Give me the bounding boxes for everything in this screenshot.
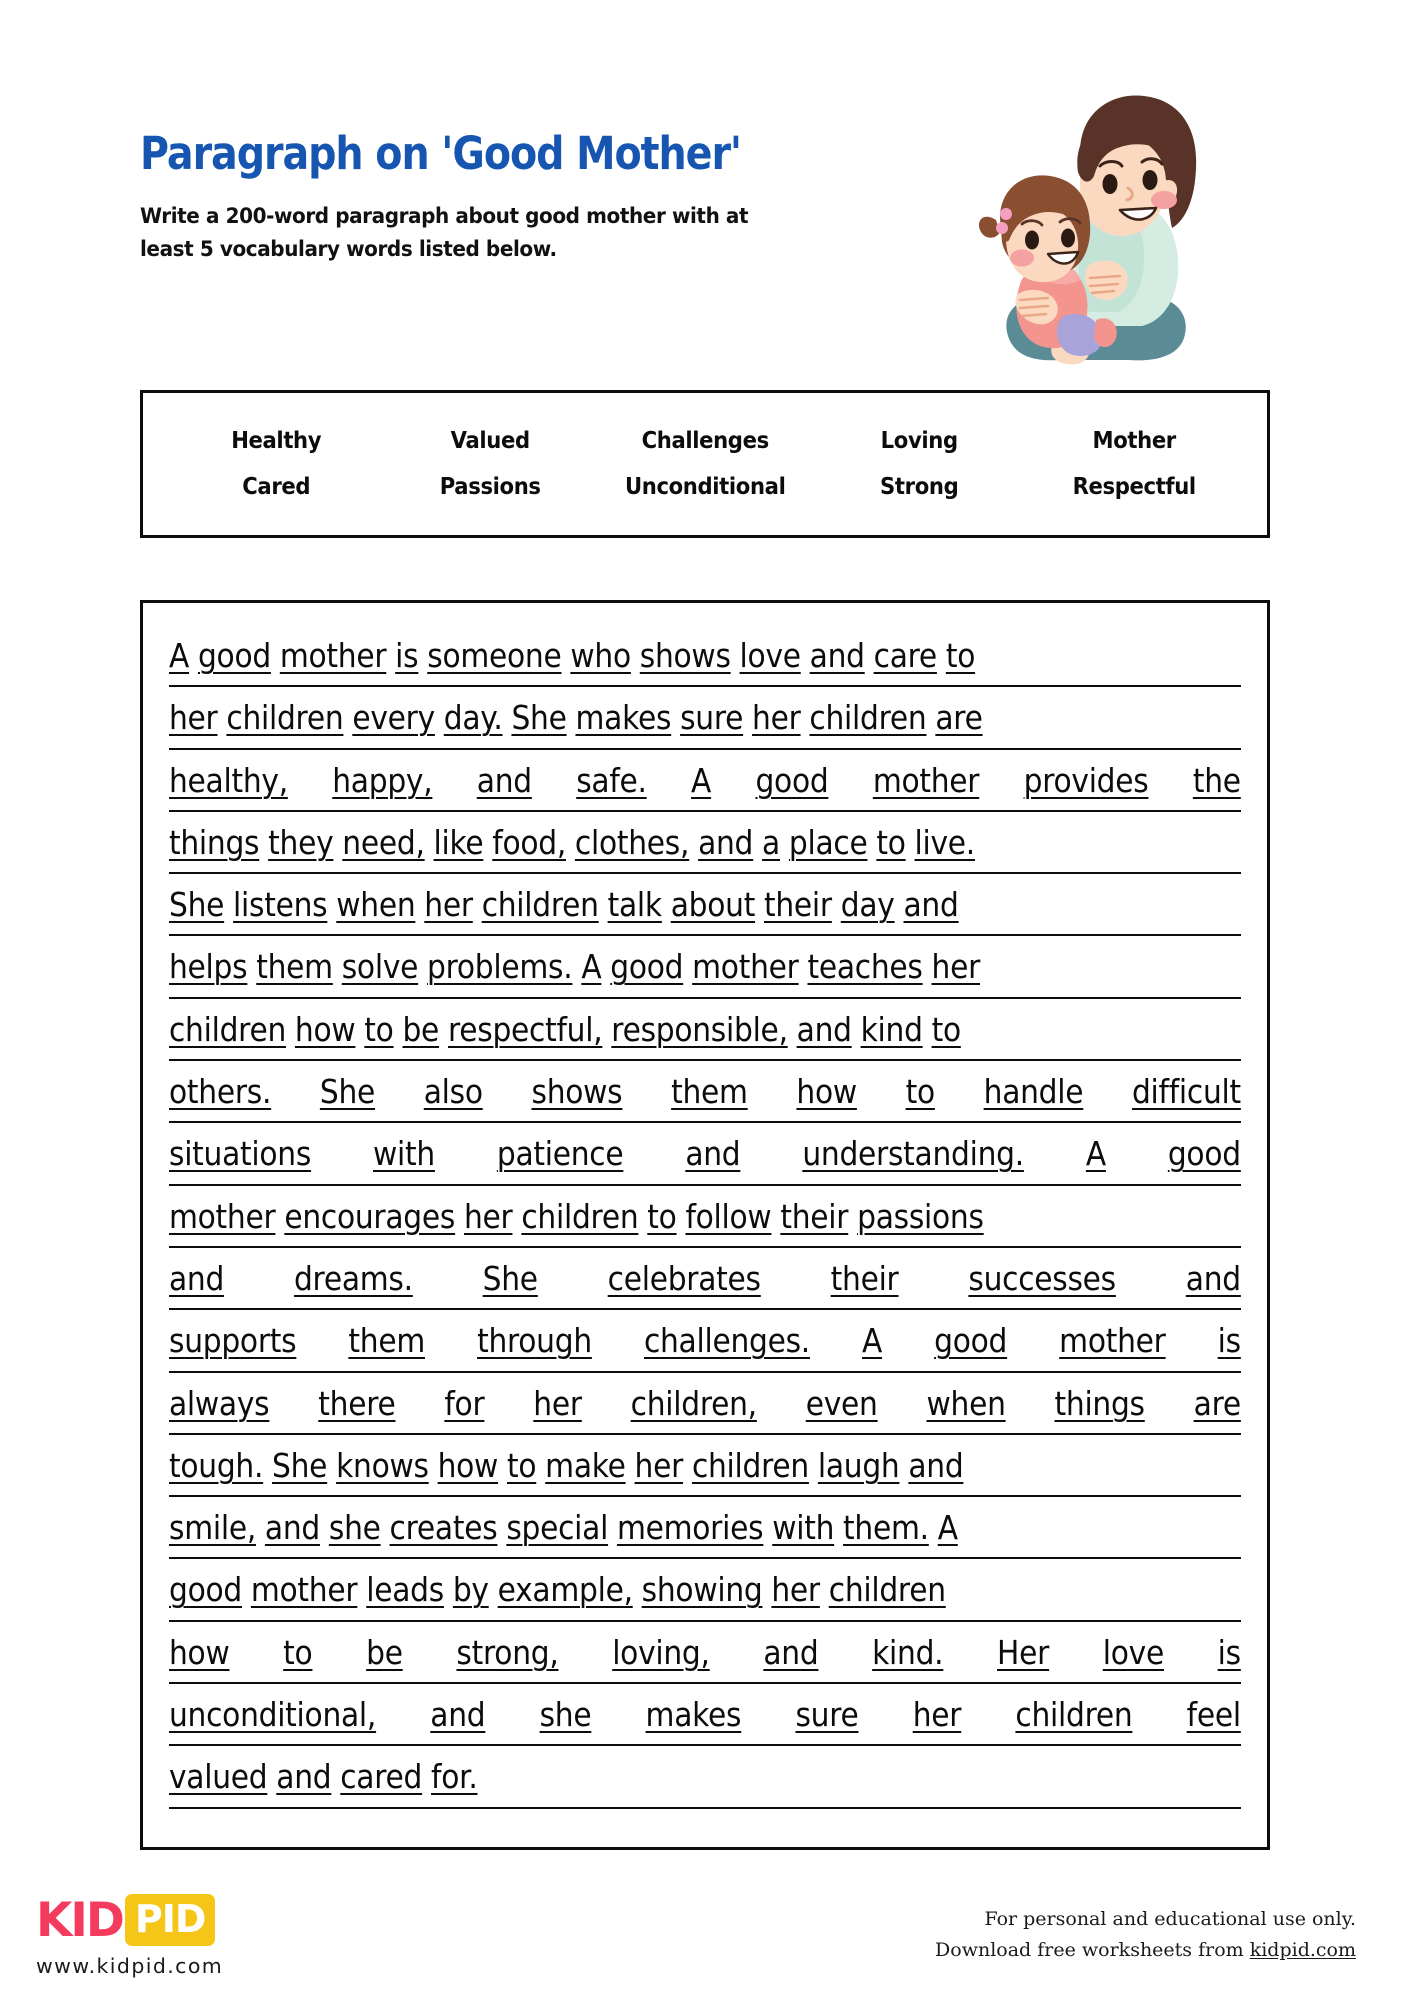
kidpid-logo bbox=[36, 1894, 326, 1978]
answer-word: makes bbox=[575, 698, 672, 738]
answer-line-text bbox=[169, 625, 1241, 687]
answer-word: leads bbox=[366, 1570, 444, 1610]
answer-line[interactable] bbox=[169, 1559, 1241, 1621]
answer-word: sure bbox=[795, 1695, 859, 1735]
answer-word: laugh bbox=[817, 1445, 900, 1485]
vocabulary-row bbox=[169, 474, 1241, 500]
answer-word: successes bbox=[968, 1258, 1116, 1298]
answer-word: through bbox=[477, 1321, 592, 1361]
answer-word: and bbox=[264, 1508, 320, 1548]
answer-word: A bbox=[581, 947, 602, 987]
answer-line[interactable] bbox=[169, 750, 1241, 812]
answer-word: be bbox=[402, 1009, 440, 1049]
answer-word: Her bbox=[997, 1632, 1050, 1672]
answer-word: her bbox=[912, 1695, 962, 1735]
answer-line[interactable] bbox=[169, 1746, 1241, 1808]
answer-word: them bbox=[671, 1072, 748, 1112]
vocabulary-word-bank bbox=[140, 390, 1270, 538]
logo-website-url: www.kidpid.com bbox=[36, 1954, 224, 1978]
answer-word: make bbox=[545, 1445, 626, 1485]
answer-word: about bbox=[670, 885, 756, 925]
answer-word: care bbox=[873, 636, 937, 675]
answer-word: provides bbox=[1023, 760, 1149, 800]
answer-word: to bbox=[876, 822, 906, 862]
answer-line-text bbox=[169, 1248, 1241, 1310]
answer-line[interactable] bbox=[169, 1497, 1241, 1559]
answer-word: A bbox=[1085, 1134, 1106, 1174]
answer-word: She bbox=[272, 1445, 328, 1485]
answer-word: there bbox=[318, 1383, 396, 1423]
answer-word: to bbox=[283, 1632, 313, 1672]
answer-word: dreams. bbox=[293, 1258, 413, 1298]
answer-word: shows bbox=[639, 636, 731, 675]
answer-word: their bbox=[780, 1196, 849, 1236]
answer-word: creates bbox=[389, 1508, 498, 1548]
answer-word: who bbox=[570, 636, 631, 675]
answer-word: kind. bbox=[872, 1632, 944, 1672]
answer-word: loving, bbox=[612, 1632, 710, 1672]
answer-word: love bbox=[1102, 1632, 1164, 1672]
answer-word: valued bbox=[169, 1757, 268, 1797]
answer-word: she bbox=[328, 1508, 381, 1548]
answer-word: and bbox=[763, 1632, 819, 1672]
answer-word: children bbox=[481, 885, 599, 925]
answer-word: to bbox=[905, 1072, 935, 1112]
answer-word: with bbox=[373, 1134, 435, 1174]
answer-word: are bbox=[1193, 1383, 1241, 1423]
answer-line-text bbox=[169, 1497, 1241, 1559]
answer-line-text bbox=[169, 1186, 1241, 1248]
answer-word: children bbox=[169, 1009, 287, 1049]
answer-line-text bbox=[169, 1559, 1241, 1621]
answer-word: and bbox=[698, 822, 754, 862]
answer-line-text bbox=[169, 812, 1241, 874]
answer-word: are bbox=[935, 698, 983, 738]
answer-word: encourages bbox=[284, 1196, 456, 1236]
vocabulary-word: Passions bbox=[440, 474, 542, 500]
answer-word: children bbox=[521, 1196, 639, 1236]
answer-line[interactable] bbox=[169, 1186, 1241, 1248]
answer-word: passions bbox=[857, 1196, 984, 1236]
answer-line[interactable] bbox=[169, 687, 1241, 749]
answer-word: understanding. bbox=[802, 1134, 1024, 1174]
answer-word: things bbox=[169, 822, 260, 862]
answer-word: teaches bbox=[807, 947, 923, 987]
answer-word: a bbox=[762, 822, 780, 862]
answer-word: She bbox=[169, 885, 225, 925]
answer-word: challenges. bbox=[643, 1321, 810, 1361]
answer-line[interactable] bbox=[169, 625, 1241, 687]
answer-line[interactable] bbox=[169, 1123, 1241, 1185]
answer-line-text bbox=[169, 936, 1241, 998]
vocabulary-row bbox=[169, 428, 1241, 454]
answer-line-text bbox=[169, 1435, 1241, 1497]
answer-word: her bbox=[424, 885, 473, 925]
answer-word: also bbox=[423, 1072, 483, 1112]
answer-line-text bbox=[169, 874, 1241, 936]
answer-word: her bbox=[533, 1383, 582, 1423]
answer-word: helps bbox=[169, 947, 248, 987]
answer-line[interactable] bbox=[169, 1622, 1241, 1684]
answer-word: mother bbox=[1059, 1321, 1166, 1361]
answer-line[interactable] bbox=[169, 1684, 1241, 1746]
answer-word: respectful, bbox=[447, 1009, 603, 1049]
answer-line[interactable] bbox=[169, 999, 1241, 1061]
logo-kid-text: KID bbox=[36, 1892, 123, 1948]
answer-word: is bbox=[1217, 1321, 1241, 1361]
answer-word: sure bbox=[680, 698, 744, 738]
answer-word: She bbox=[511, 698, 567, 738]
answer-word: follow bbox=[685, 1196, 772, 1236]
answer-word: and bbox=[685, 1134, 741, 1174]
answer-word: when bbox=[926, 1383, 1006, 1423]
answer-line-text bbox=[169, 999, 1241, 1061]
footer-note-prefix: Download free worksheets from bbox=[935, 1939, 1250, 1962]
answer-writing-area[interactable] bbox=[140, 600, 1270, 1850]
answer-word: when bbox=[336, 885, 416, 925]
vocabulary-word: Challenges bbox=[641, 428, 769, 454]
answer-line-text bbox=[169, 687, 1241, 749]
answer-word: and bbox=[476, 760, 532, 800]
answer-word: tough. bbox=[169, 1445, 264, 1485]
answer-word: others. bbox=[169, 1072, 272, 1112]
answer-word: problems. bbox=[427, 947, 573, 987]
answer-word: good bbox=[755, 760, 829, 800]
answer-word: responsible, bbox=[611, 1009, 788, 1049]
logo-pid-badge: PID bbox=[125, 1894, 216, 1946]
footer-note-line2 bbox=[935, 1935, 1356, 1966]
answer-word: children, bbox=[630, 1383, 757, 1423]
answer-word: knows bbox=[336, 1445, 429, 1485]
worksheet-instructions: Write a 200-word paragraph about good mother with at least 5 vocabulary words listed below. bbox=[140, 203, 749, 262]
answer-word: children bbox=[828, 1570, 946, 1610]
answer-line-text bbox=[169, 1373, 1241, 1435]
answer-line[interactable] bbox=[169, 1248, 1241, 1310]
answer-word: handle bbox=[983, 1072, 1084, 1112]
answer-line[interactable] bbox=[169, 936, 1241, 998]
answer-word: A bbox=[862, 1321, 883, 1361]
answer-word: always bbox=[169, 1383, 270, 1423]
answer-word: day bbox=[840, 885, 895, 925]
answer-word: her bbox=[771, 1570, 820, 1610]
answer-word: they bbox=[268, 822, 334, 862]
vocabulary-word: Respectful bbox=[1072, 474, 1196, 500]
vocabulary-word: Healthy bbox=[231, 428, 322, 454]
answer-word: the bbox=[1192, 760, 1241, 800]
answer-word: their bbox=[763, 885, 832, 925]
answer-word: for. bbox=[431, 1757, 478, 1797]
answer-word: her bbox=[931, 947, 981, 987]
mother-holding-child-illustration bbox=[960, 88, 1220, 378]
answer-word: healthy, bbox=[169, 760, 288, 800]
answer-word: them. bbox=[843, 1508, 929, 1548]
answer-word: showing bbox=[641, 1570, 763, 1610]
answer-word: things bbox=[1054, 1383, 1145, 1423]
page-title: Paragraph on 'Good Mother' bbox=[140, 127, 742, 180]
answer-word: mother bbox=[872, 760, 980, 800]
answer-word: celebrates bbox=[607, 1258, 761, 1298]
answer-word: someone bbox=[427, 636, 562, 675]
answer-word: She bbox=[319, 1072, 376, 1112]
answer-word: love bbox=[739, 636, 801, 675]
answer-word: makes bbox=[645, 1695, 742, 1735]
answer-word: strong, bbox=[456, 1632, 559, 1672]
answer-word: to bbox=[364, 1009, 394, 1049]
answer-word: and bbox=[169, 1258, 225, 1298]
answer-word: children bbox=[691, 1445, 809, 1485]
answer-word: patience bbox=[496, 1134, 624, 1174]
answer-word: need, bbox=[342, 822, 425, 862]
answer-word: mother bbox=[169, 1196, 276, 1236]
answer-word: her bbox=[169, 698, 218, 738]
answer-word: mother bbox=[279, 636, 387, 675]
answer-word: happy, bbox=[332, 760, 433, 800]
answer-word: place bbox=[788, 822, 868, 862]
answer-word: by bbox=[452, 1570, 489, 1610]
answer-word: good bbox=[169, 1570, 242, 1610]
answer-word: her bbox=[463, 1196, 513, 1236]
answer-word: and bbox=[796, 1009, 852, 1049]
answer-word: and bbox=[903, 885, 959, 925]
answer-word: good bbox=[197, 636, 271, 675]
answer-word: memories bbox=[616, 1508, 764, 1548]
answer-word: how bbox=[437, 1445, 499, 1485]
answer-word: clothes, bbox=[574, 822, 690, 862]
answer-word: like bbox=[433, 822, 484, 862]
answer-word: talk bbox=[607, 885, 662, 925]
answer-word: to bbox=[506, 1445, 537, 1485]
answer-word: A bbox=[691, 760, 712, 800]
answer-line[interactable] bbox=[169, 1061, 1241, 1123]
answer-word: A bbox=[937, 1508, 958, 1548]
answer-word: how bbox=[796, 1072, 857, 1112]
answer-word: solve bbox=[341, 947, 419, 987]
answer-word: day. bbox=[443, 698, 503, 738]
answer-word: how bbox=[169, 1632, 230, 1672]
answer-word: them bbox=[348, 1321, 426, 1361]
answer-word: difficult bbox=[1131, 1072, 1241, 1112]
answer-word: even bbox=[805, 1383, 878, 1423]
answer-word: kind bbox=[860, 1009, 923, 1049]
answer-line[interactable] bbox=[169, 1310, 1241, 1372]
answer-line[interactable] bbox=[169, 1373, 1241, 1435]
answer-word: and bbox=[276, 1757, 332, 1797]
footer-note-line1: For personal and educational use only. bbox=[984, 1908, 1356, 1931]
answer-word: unconditional, bbox=[169, 1695, 377, 1735]
answer-word: children bbox=[1015, 1695, 1133, 1735]
answer-word: supports bbox=[169, 1321, 297, 1361]
answer-word: She bbox=[482, 1258, 538, 1298]
answer-word: shows bbox=[531, 1072, 623, 1112]
answer-word: good bbox=[934, 1321, 1008, 1361]
worksheet-header bbox=[140, 127, 940, 266]
vocabulary-word: Mother bbox=[1092, 428, 1176, 454]
answer-word: and bbox=[809, 636, 865, 675]
answer-line[interactable] bbox=[169, 874, 1241, 936]
answer-line[interactable] bbox=[169, 812, 1241, 874]
answer-word: them bbox=[256, 947, 333, 987]
answer-word: smile, bbox=[169, 1508, 257, 1548]
answer-word: live. bbox=[914, 822, 975, 862]
vocabulary-word: Cared bbox=[242, 474, 311, 500]
vocabulary-word: Loving bbox=[880, 428, 958, 454]
answer-word: example, bbox=[497, 1570, 633, 1610]
answer-word: special bbox=[506, 1508, 609, 1548]
answer-word: she bbox=[539, 1695, 592, 1735]
answer-line-text bbox=[169, 1684, 1241, 1746]
answer-word: to bbox=[647, 1196, 677, 1236]
answer-word: listens bbox=[233, 885, 328, 925]
vocabulary-word: Unconditional bbox=[624, 474, 786, 500]
answer-word: cared bbox=[340, 1757, 423, 1797]
answer-word: her bbox=[634, 1445, 684, 1485]
vocabulary-word: Strong bbox=[880, 474, 959, 500]
answer-word: good bbox=[1167, 1134, 1241, 1174]
answer-word: and bbox=[908, 1445, 964, 1485]
answer-word: for bbox=[444, 1383, 485, 1423]
footer-usage-note bbox=[935, 1904, 1356, 1966]
answer-word: children bbox=[226, 698, 344, 738]
answer-word: mother bbox=[692, 947, 799, 987]
answer-word: mother bbox=[250, 1570, 358, 1610]
answer-word: good bbox=[610, 947, 684, 987]
answer-line-text bbox=[169, 1123, 1241, 1185]
answer-word: every bbox=[352, 698, 435, 738]
answer-line[interactable] bbox=[169, 1435, 1241, 1497]
answer-word: to bbox=[945, 636, 976, 675]
answer-word: and bbox=[1185, 1258, 1241, 1298]
answer-word: situations bbox=[169, 1134, 312, 1174]
answer-word: be bbox=[366, 1632, 403, 1672]
answer-line-text bbox=[169, 1061, 1241, 1123]
answer-word: her bbox=[752, 698, 801, 738]
answer-word: how bbox=[294, 1009, 356, 1049]
answer-word: A bbox=[169, 636, 190, 675]
answer-word: and bbox=[430, 1695, 486, 1735]
vocabulary-word: Valued bbox=[451, 428, 531, 454]
answer-line-text bbox=[169, 1622, 1241, 1684]
answer-word: safe. bbox=[576, 760, 647, 800]
answer-word: is bbox=[395, 636, 419, 675]
answer-line-text bbox=[169, 1746, 1241, 1808]
logo-mark bbox=[36, 1894, 326, 1946]
answer-word: with bbox=[772, 1508, 835, 1548]
answer-word: children bbox=[809, 698, 927, 738]
answer-word: to bbox=[931, 1009, 961, 1049]
answer-word: their bbox=[830, 1258, 899, 1298]
answer-word: food, bbox=[492, 822, 567, 862]
answer-word: feel bbox=[1186, 1695, 1241, 1735]
answer-line-text bbox=[169, 750, 1241, 812]
answer-line-text bbox=[169, 1310, 1241, 1372]
kidpid-link[interactable]: kidpid.com bbox=[1249, 1939, 1356, 1962]
answer-word: is bbox=[1217, 1632, 1241, 1672]
